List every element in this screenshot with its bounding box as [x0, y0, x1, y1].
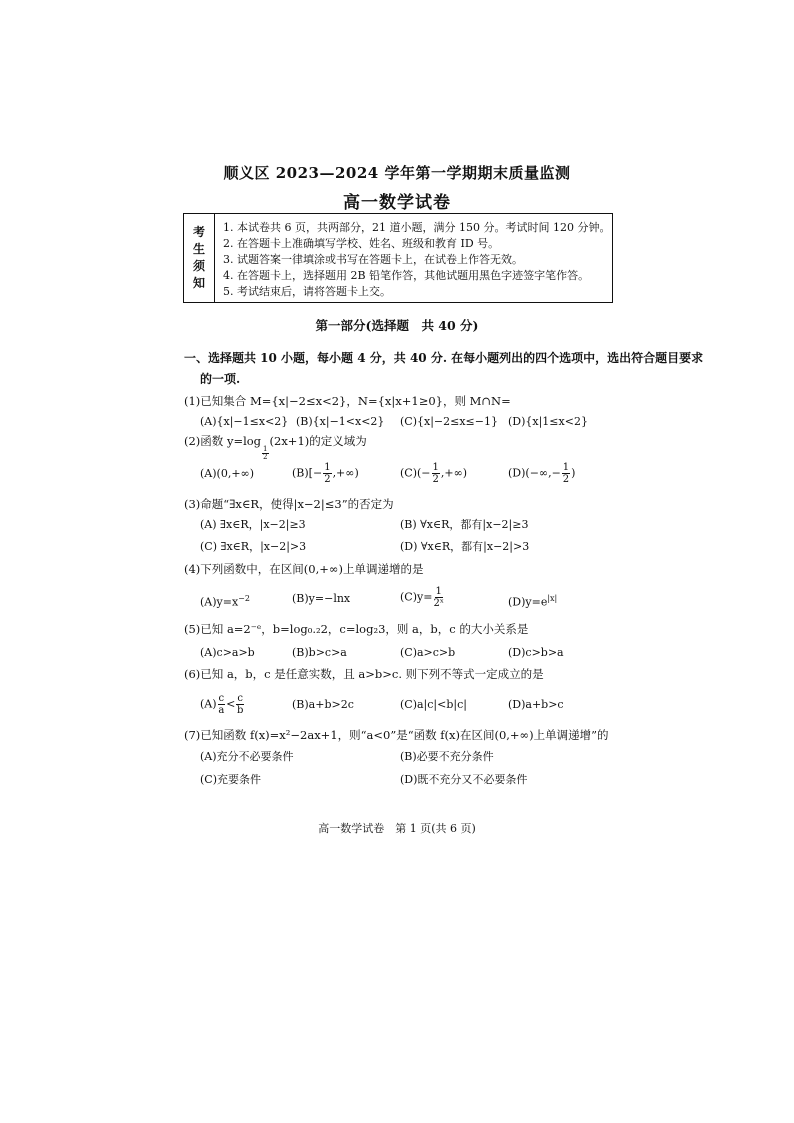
question-6-stem: (6)已知 a，b，c 是任意实数，且 a>b>c. 则下列不等式一定成立的是 [184, 667, 544, 681]
exam-title: 顺义区 2023—2024 学年第一学期期末质量监测 [223, 164, 571, 182]
fraction-num: 1 [435, 586, 442, 597]
notice-label [184, 214, 215, 302]
notice-item: 1. 本试卷共 6 页，共两部分，21 道小题，满分 150 分。考试时间 120 分钟。 [223, 221, 611, 234]
fraction [433, 586, 444, 609]
option-text: (B)[− [292, 466, 323, 480]
fraction [218, 693, 226, 716]
question-1-option-d: (D){x|1≤x<2} [508, 415, 588, 428]
question-2-stem [184, 433, 367, 461]
log-base-fraction [262, 446, 268, 461]
question-3-option-b: (B) ∀x∈R，都有|x−2|≥3 [400, 518, 529, 531]
question-3-stem: (3)命题“∃x∈R，使得|x−2|≤3”的否定为 [184, 497, 394, 511]
question-4-option-a [200, 591, 250, 611]
question-5-option-a: (A)c>a>b [200, 646, 255, 659]
question-2-option-c [400, 462, 467, 485]
question-2-option-d [508, 462, 575, 485]
option-text: ) [571, 466, 576, 480]
question-7-option-b: (B)必要不充分条件 [400, 750, 494, 763]
question-1-option-b: (B){x|−1<x<2} [296, 415, 385, 428]
fraction-num: c [218, 693, 225, 704]
option-text: < [226, 697, 236, 711]
notice-label-char: 考 [192, 225, 205, 239]
log-base-den: 2 [263, 453, 268, 461]
notice-item: 4. 在答题卡上，选择题用 2B 铅笔作答，其他试题用黑色字迹签字笔作答。 [223, 269, 590, 282]
option-text: (D)y=e [508, 595, 548, 609]
question-2-stem-pre: (2)函数 y=log [184, 434, 262, 448]
page-footer: 高一数学试卷 第 1 页(共 6 页) [318, 822, 476, 835]
question-1-option-a: (A){x|−1≤x<2} [200, 415, 289, 428]
exponent: |x| [547, 594, 558, 603]
question-3-option-d: (D) ∀x∈R，都有|x−2|>3 [400, 540, 530, 553]
log-base-num: 1 [263, 445, 268, 453]
question-6-option-b: (B)a+b>2c [292, 698, 354, 711]
question-2-option-b [292, 462, 359, 485]
question-7-stem: (7)已知函数 f(x)=x²−2ax+1，则“a<0”是“函数 f(x)在区间(0,+∞)上单调递增”的 [184, 728, 609, 742]
fraction-den: 2 [432, 474, 439, 485]
question-7-option-a: (A)充分不必要条件 [200, 750, 294, 763]
question-5-option-b: (B)b>c>a [292, 646, 347, 659]
half-fraction [432, 462, 440, 485]
question-4-option-b: (B)y=−lnx [292, 592, 351, 605]
notice-item: 3. 试题答案一律填涂或书写在答题卡上，在试卷上作答无效。 [223, 253, 523, 266]
option-text: ,+∞) [440, 466, 468, 480]
fraction-num: c [237, 693, 243, 704]
fraction-den: 2 [324, 474, 331, 485]
fraction-num: 1 [432, 462, 439, 473]
half-fraction [562, 462, 570, 485]
option-text: (A)y=x [200, 595, 239, 609]
question-6-option-c: (C)a|c|<b|c| [400, 698, 467, 711]
question-2-stem-post: (2x+1)的定义域为 [269, 434, 367, 448]
question-5-option-d: (D)c>b>a [508, 646, 564, 659]
question-1-option-c: (C){x|−2≤x≤−1} [400, 415, 498, 428]
question-4-option-d [508, 591, 557, 611]
exponent: −2 [238, 594, 250, 603]
question-3-option-a: (A) ∃x∈R，|x−2|≥3 [200, 518, 306, 531]
question-5-option-c: (C)a>c>b [400, 646, 456, 659]
option-text: (D)(−∞,− [508, 466, 561, 480]
fraction-num: 1 [562, 462, 570, 473]
fraction-den: 2 [562, 474, 570, 485]
half-fraction [323, 462, 331, 485]
option-text: (C)(− [400, 466, 431, 480]
question-6-option-d: (D)a+b>c [508, 698, 564, 711]
part-title: 第一部分(选择题 共 40 分) [315, 318, 479, 333]
question-4-option-c [400, 586, 445, 609]
question-7-option-d: (D)既不充分又不必要条件 [400, 773, 528, 786]
notice-label-char: 须 [192, 259, 205, 273]
notice-label-char: 生 [192, 242, 205, 256]
option-text: (A) [200, 697, 217, 711]
question-7-option-c: (C)充要条件 [200, 773, 261, 786]
question-1-stem: (1)已知集合 M={x|−2≤x<2}，N={x|x+1≥0}，则 M∩N= [184, 394, 511, 408]
notice-items [215, 214, 612, 302]
notice-label-char: 知 [192, 276, 205, 290]
question-3-option-c: (C) ∃x∈R，|x−2|>3 [200, 540, 307, 553]
question-5-stem: (5)已知 a=2⁻ᵉ，b=log₀.₂2，c=log₂3，则 a，b，c 的大小关系是 [184, 622, 529, 636]
fraction-den: b [236, 705, 244, 716]
question-6-option-a [200, 693, 245, 716]
notice-box [183, 213, 613, 303]
fraction-den: 2ˣ [433, 598, 445, 609]
notice-item: 5. 考试结束后，请将答题卡上交。 [223, 285, 391, 298]
fraction-den: a [218, 705, 225, 716]
fraction-num: 1 [324, 462, 331, 473]
exam-subtitle: 高一数学试卷 [343, 193, 451, 213]
option-text: ,+∞) [332, 466, 359, 480]
question-2-option-a: (A)(0,+∞) [200, 467, 254, 480]
section-instructions: 一、选择题共 10 小题，每小题 4 分，共 40 分. 在每小题列出的四个选项中，选出符合题目要求 [184, 351, 704, 365]
fraction [236, 693, 244, 716]
section-instructions-cont: 的一项. [200, 372, 241, 386]
option-text: (C)y= [400, 590, 433, 604]
question-4-stem: (4)下列函数中，在区间(0,+∞)上单调递增的是 [184, 562, 424, 576]
notice-item: 2. 在答题卡上准确填写学校、姓名、班级和教育 ID 号。 [223, 237, 500, 250]
